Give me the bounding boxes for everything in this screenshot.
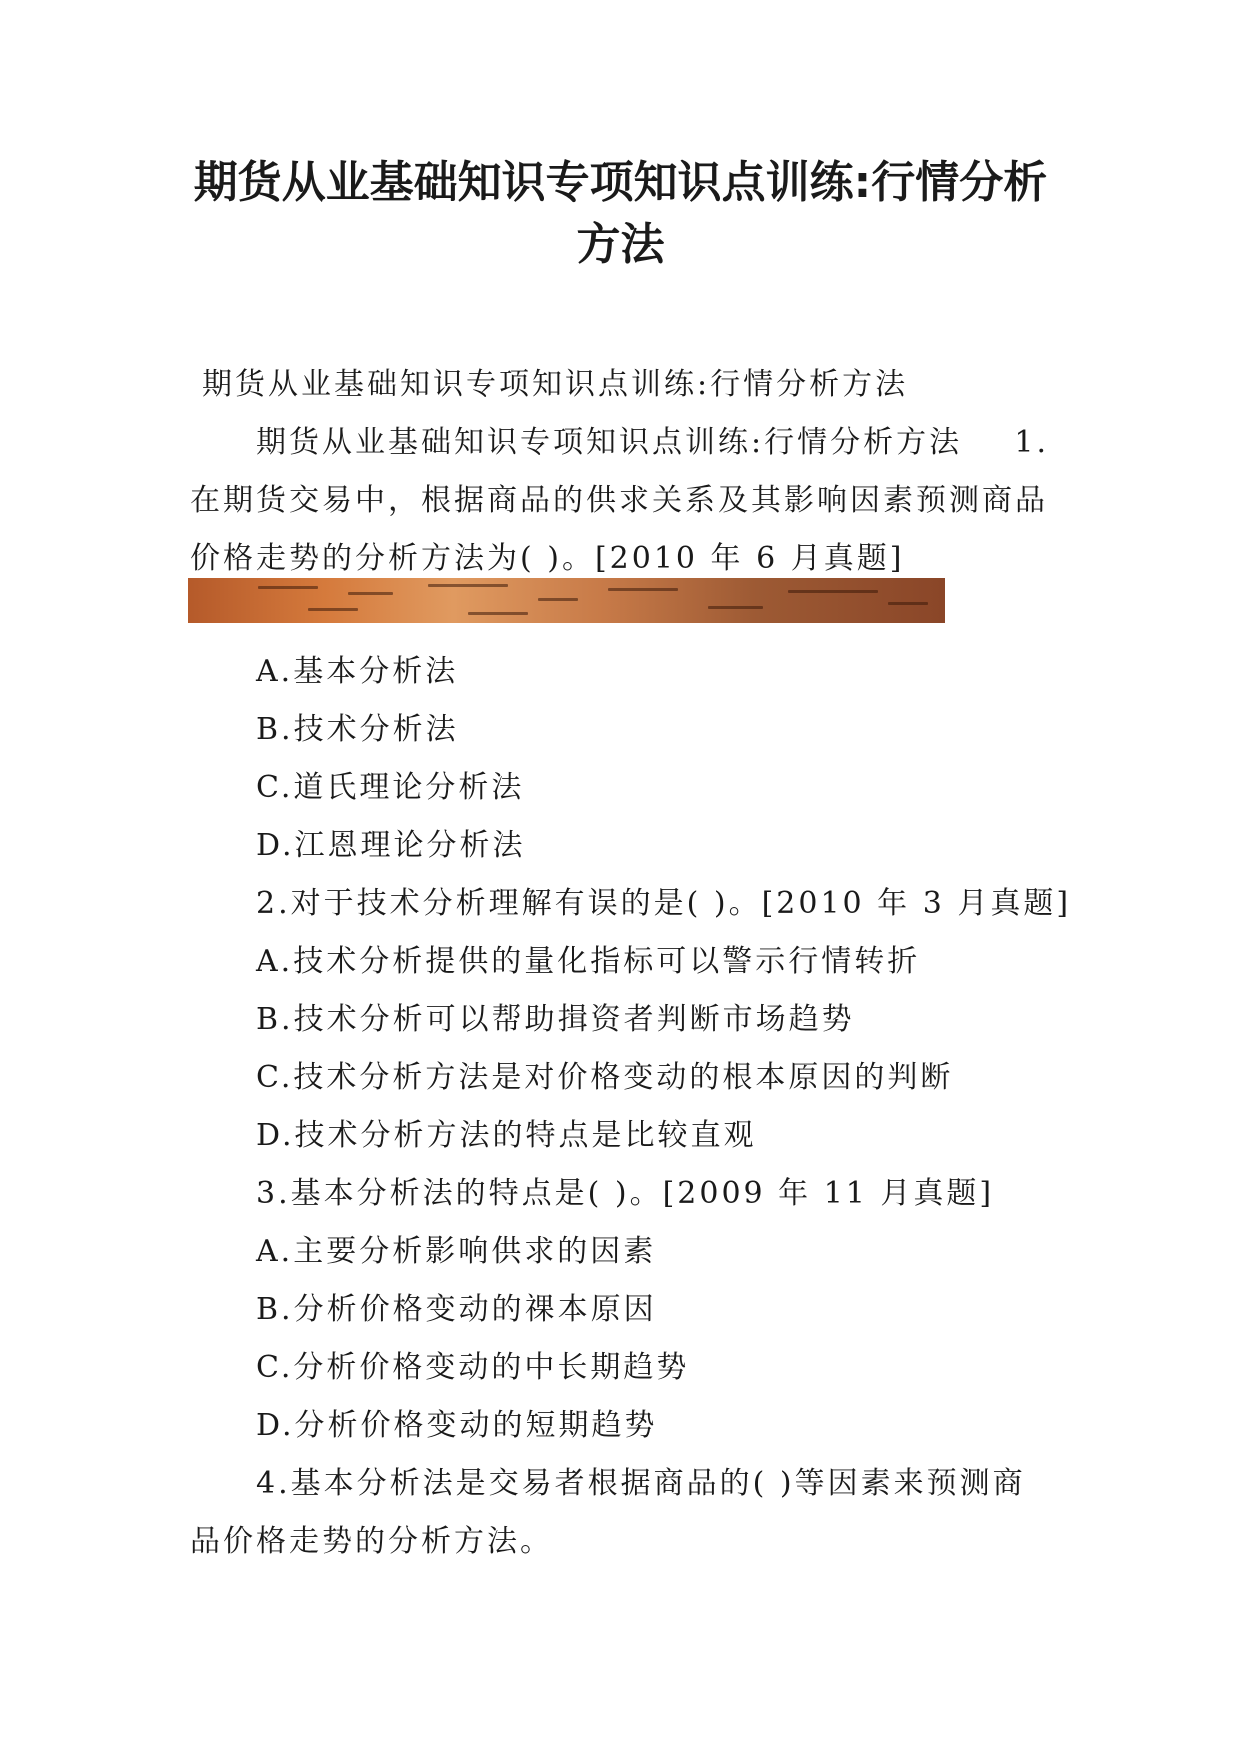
q3-question: 3.基本分析法的特点是( )。[2009 年 11 月真题] — [256, 1176, 995, 1211]
document-body-top — [190, 356, 1051, 588]
q1-option-b: B.技术分析法 — [256, 712, 459, 747]
q3-option-d: D.分析价格变动的短期趋势 — [256, 1408, 658, 1443]
q1-number: 1. — [1014, 425, 1049, 460]
q2-option-d: D.技术分析方法的特点是比较直观 — [256, 1118, 757, 1153]
q1-option-a: A.基本分析法 — [256, 654, 459, 689]
document-body-main — [190, 643, 1072, 1571]
q1-option-c: C.道氏理论分析法 — [256, 770, 525, 805]
q1-question: 在期货交易中，根据商品的供求关系及其影响因素预测商品价格走势的分析方法为( )。[2010 年 6 月真题] — [190, 483, 1048, 576]
q2-option-c: C.技术分析方法是对价格变动的根本原因的判断 — [256, 1060, 954, 1095]
q2-option-a: A.技术分析提供的量化指标可以警示行情转折 — [256, 944, 921, 979]
q3-option-c: C.分析价格变动的中长期趋势 — [256, 1350, 690, 1385]
q4-question: 4.基本分析法是交易者根据商品的( )等因素来预测商品价格走势的分析方法。 — [190, 1466, 1026, 1559]
q3-option-b: B.分析价格变动的祼本原因 — [256, 1292, 657, 1327]
q1-intro-text: 期货从业基础知识专项知识点训练:行情分析方法 — [256, 425, 963, 460]
q3-option-a: A.主要分析影响供求的因素 — [256, 1234, 657, 1269]
document-title: 期货从业基础知识专项知识点训练:行情分析方法 — [193, 157, 1048, 270]
q2-option-b: B.技术分析可以帮助揖资者判断市场趋势 — [256, 1002, 855, 1037]
q1-option-d: D.江恩理论分析法 — [256, 828, 526, 863]
decorative-banner-image — [188, 578, 945, 623]
q2-question: 2.对于技术分析理解有误的是( )。[2010 年 3 月真题] — [256, 886, 1072, 921]
document-subtitle: 期货从业基础知识专项知识点训练:行情分析方法 — [202, 367, 909, 402]
q1-intro-line — [190, 414, 1051, 472]
